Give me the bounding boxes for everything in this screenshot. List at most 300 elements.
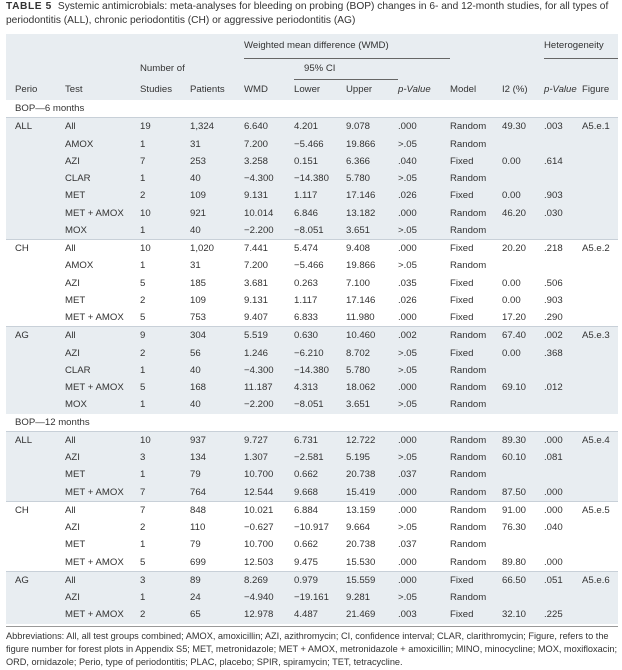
table-caption	[6, 0, 618, 28]
table-row	[6, 484, 618, 502]
col-lower: Lower	[294, 84, 321, 95]
studies-cell: 1	[140, 589, 190, 606]
figure-cell	[582, 362, 618, 379]
wmd-cell: 9.407	[244, 309, 294, 327]
pvalue-cell: .000	[398, 571, 450, 589]
het-pvalue-cell	[544, 536, 582, 553]
upper-cell: 9.281	[346, 589, 398, 606]
het-pvalue-cell	[544, 257, 582, 274]
upper-cell: 15.530	[346, 554, 398, 572]
patients-cell: 110	[190, 519, 244, 536]
patients-cell: 40	[190, 362, 244, 379]
figure-cell: A5.e.1	[582, 118, 618, 136]
lower-cell: 9.668	[294, 484, 346, 502]
table-row	[6, 153, 618, 170]
patients-cell: 31	[190, 136, 244, 153]
het-pvalue-cell: .368	[544, 345, 582, 362]
het-pvalue-cell: .903	[544, 187, 582, 204]
figure-cell	[582, 449, 618, 466]
wmd-cell: 10.700	[244, 536, 294, 553]
test-cell: AZI	[62, 153, 140, 170]
lower-cell: 6.846	[294, 205, 346, 222]
perio-cell	[6, 309, 62, 327]
wmd-group-header: Weighted mean difference (WMD)	[244, 34, 450, 59]
het-pvalue-cell: .218	[544, 240, 582, 258]
i2-cell: 46.20	[502, 205, 544, 222]
test-cell: AZI	[62, 519, 140, 536]
figure-cell	[582, 484, 618, 502]
model-cell: Random	[450, 205, 502, 222]
i2-cell: 89.30	[502, 431, 544, 449]
i2-cell: 87.50	[502, 484, 544, 502]
table-row	[6, 118, 618, 136]
wmd-cell: 9.131	[244, 187, 294, 204]
figure-cell	[582, 187, 618, 204]
patients-cell: 699	[190, 554, 244, 572]
lower-cell: −2.581	[294, 449, 346, 466]
pvalue-cell: >.05	[398, 362, 450, 379]
i2-cell	[502, 466, 544, 483]
pvalue-cell: >.05	[398, 170, 450, 187]
upper-cell: 15.419	[346, 484, 398, 502]
perio-cell: ALL	[6, 431, 62, 449]
model-cell: Random	[450, 118, 502, 136]
figure-cell: A5.e.5	[582, 501, 618, 519]
ci-header: 95% CI	[294, 59, 398, 80]
model-cell: Fixed	[450, 187, 502, 204]
i2-cell: 0.00	[502, 187, 544, 204]
table-row	[6, 396, 618, 413]
upper-cell: 10.460	[346, 327, 398, 345]
lower-cell: −14.380	[294, 362, 346, 379]
figure-cell	[582, 554, 618, 572]
lower-cell: 4.313	[294, 379, 346, 396]
het-pvalue-cell: .000	[544, 431, 582, 449]
perio-cell	[6, 589, 62, 606]
patients-cell: 40	[190, 396, 244, 413]
i2-cell: 69.10	[502, 379, 544, 396]
pvalue-cell: .037	[398, 536, 450, 553]
lower-cell: 6.731	[294, 431, 346, 449]
col-perio: Perio	[15, 83, 38, 95]
test-cell: All	[62, 240, 140, 258]
upper-cell: 17.146	[346, 187, 398, 204]
i2-cell: 89.80	[502, 554, 544, 572]
col-test: Test	[65, 83, 83, 95]
model-cell: Fixed	[450, 240, 502, 258]
upper-cell: 5.195	[346, 449, 398, 466]
model-cell: Random	[450, 362, 502, 379]
model-cell: Fixed	[450, 345, 502, 362]
perio-cell	[6, 205, 62, 222]
figure-cell	[582, 589, 618, 606]
lower-cell: −10.917	[294, 519, 346, 536]
figure-cell: A5.e.3	[582, 327, 618, 345]
col-het-pvalue: p-Value	[544, 83, 577, 95]
wmd-cell: −2.200	[244, 396, 294, 413]
studies-cell: 10	[140, 431, 190, 449]
model-cell: Random	[450, 449, 502, 466]
studies-cell: 2	[140, 519, 190, 536]
test-cell: AZI	[62, 345, 140, 362]
wmd-cell: 1.246	[244, 345, 294, 362]
pvalue-cell: .000	[398, 309, 450, 327]
wmd-cell: −4.300	[244, 362, 294, 379]
i2-cell: 32.10	[502, 606, 544, 623]
test-cell: All	[62, 501, 140, 519]
het-pvalue-cell: .081	[544, 449, 582, 466]
upper-cell: 18.062	[346, 379, 398, 396]
figure-cell	[582, 205, 618, 222]
table-row	[6, 275, 618, 292]
col-pvalue: p-Value	[398, 83, 431, 95]
upper-cell: 11.980	[346, 309, 398, 327]
model-cell: Random	[450, 170, 502, 187]
patients-cell: 79	[190, 466, 244, 483]
test-cell: MET + AMOX	[62, 379, 140, 396]
pvalue-cell: >.05	[398, 257, 450, 274]
patients-cell: 40	[190, 170, 244, 187]
studies-cell: 10	[140, 240, 190, 258]
lower-cell: 6.833	[294, 309, 346, 327]
upper-cell: 20.738	[346, 466, 398, 483]
perio-cell	[6, 257, 62, 274]
wmd-cell: 3.681	[244, 275, 294, 292]
figure-cell	[582, 275, 618, 292]
wmd-cell: −2.200	[244, 222, 294, 240]
perio-cell: CH	[6, 240, 62, 258]
studies-cell: 19	[140, 118, 190, 136]
studies-cell: 1	[140, 396, 190, 413]
upper-cell: 13.182	[346, 205, 398, 222]
figure-cell	[582, 222, 618, 240]
i2-cell	[502, 362, 544, 379]
table-row	[6, 554, 618, 572]
perio-cell	[6, 554, 62, 572]
test-cell: AZI	[62, 449, 140, 466]
i2-cell: 67.40	[502, 327, 544, 345]
test-cell: MET	[62, 536, 140, 553]
het-pvalue-cell: .614	[544, 153, 582, 170]
pvalue-cell: .002	[398, 327, 450, 345]
test-cell: MET + AMOX	[62, 205, 140, 222]
het-pvalue-cell	[544, 362, 582, 379]
patients-cell: 848	[190, 501, 244, 519]
model-cell: Random	[450, 554, 502, 572]
patients-cell: 56	[190, 345, 244, 362]
model-cell: Fixed	[450, 275, 502, 292]
wmd-cell: 3.258	[244, 153, 294, 170]
i2-cell	[502, 396, 544, 413]
test-cell: AZI	[62, 275, 140, 292]
pvalue-cell: .035	[398, 275, 450, 292]
table-row	[6, 309, 618, 327]
col-model: Model	[450, 83, 477, 95]
pvalue-cell: .026	[398, 292, 450, 309]
studies-cell: 7	[140, 501, 190, 519]
patients-cell: 1,020	[190, 240, 244, 258]
studies-cell: 9	[140, 327, 190, 345]
test-cell: MOX	[62, 396, 140, 413]
model-cell: Random	[450, 484, 502, 502]
model-cell: Random	[450, 379, 502, 396]
model-cell: Random	[450, 536, 502, 553]
het-pvalue-cell: .000	[544, 484, 582, 502]
upper-cell: 6.366	[346, 153, 398, 170]
table-row	[6, 205, 618, 222]
wmd-cell: 7.441	[244, 240, 294, 258]
figure-cell	[582, 519, 618, 536]
het-pvalue-cell: .012	[544, 379, 582, 396]
upper-cell: 19.866	[346, 136, 398, 153]
col-i2: I2 (%)	[502, 83, 528, 95]
pvalue-cell: .000	[398, 431, 450, 449]
figure-cell	[582, 536, 618, 553]
number-of-header: Number of	[140, 63, 185, 74]
wmd-cell: −4.940	[244, 589, 294, 606]
het-pvalue-cell	[544, 589, 582, 606]
het-pvalue-cell	[544, 466, 582, 483]
test-cell: AMOX	[62, 257, 140, 274]
wmd-cell: 7.200	[244, 136, 294, 153]
i2-cell: 91.00	[502, 501, 544, 519]
studies-cell: 10	[140, 205, 190, 222]
studies-cell: 5	[140, 379, 190, 396]
pvalue-cell: >.05	[398, 396, 450, 413]
lower-cell: −19.161	[294, 589, 346, 606]
upper-cell: 8.702	[346, 345, 398, 362]
figure-cell	[582, 466, 618, 483]
table-row	[6, 362, 618, 379]
table-row	[6, 466, 618, 483]
lower-cell: −5.466	[294, 136, 346, 153]
figure-cell	[582, 606, 618, 623]
model-cell: Random	[450, 431, 502, 449]
col-figure: Figure	[582, 83, 610, 95]
upper-cell: 9.408	[346, 240, 398, 258]
studies-cell: 1	[140, 170, 190, 187]
patients-cell: 89	[190, 571, 244, 589]
col-upper: Upper	[346, 84, 373, 95]
pvalue-cell: .000	[398, 379, 450, 396]
perio-cell	[6, 449, 62, 466]
figure-cell	[582, 170, 618, 187]
upper-cell: 20.738	[346, 536, 398, 553]
perio-cell	[6, 292, 62, 309]
lower-cell: 5.474	[294, 240, 346, 258]
pvalue-cell: .000	[398, 240, 450, 258]
pvalue-cell: >.05	[398, 136, 450, 153]
lower-cell: −5.466	[294, 257, 346, 274]
pvalue-cell: >.05	[398, 449, 450, 466]
test-cell: All	[62, 571, 140, 589]
wmd-cell: 6.640	[244, 118, 294, 136]
patients-cell: 109	[190, 187, 244, 204]
studies-cell: 3	[140, 571, 190, 589]
lower-cell: −6.210	[294, 345, 346, 362]
test-cell: MET + AMOX	[62, 484, 140, 502]
test-cell: AMOX	[62, 136, 140, 153]
wmd-cell: 10.021	[244, 501, 294, 519]
pvalue-cell: .003	[398, 606, 450, 623]
studies-cell: 2	[140, 606, 190, 623]
table-row	[6, 292, 618, 309]
wmd-cell: 10.700	[244, 466, 294, 483]
i2-cell: 49.30	[502, 118, 544, 136]
patients-cell: 921	[190, 205, 244, 222]
wmd-cell: 12.978	[244, 606, 294, 623]
figure-cell	[582, 257, 618, 274]
table-row	[6, 449, 618, 466]
studies-cell: 3	[140, 449, 190, 466]
perio-cell: AG	[6, 327, 62, 345]
patients-cell: 764	[190, 484, 244, 502]
het-pvalue-cell: .003	[544, 118, 582, 136]
pvalue-cell: >.05	[398, 222, 450, 240]
lower-cell: 4.487	[294, 606, 346, 623]
patients-cell: 185	[190, 275, 244, 292]
figure-cell	[582, 345, 618, 362]
table-row	[6, 257, 618, 274]
test-cell: MET + AMOX	[62, 554, 140, 572]
figure-cell	[582, 153, 618, 170]
model-cell: Fixed	[450, 309, 502, 327]
het-pvalue-cell: .002	[544, 327, 582, 345]
studies-cell: 5	[140, 309, 190, 327]
wmd-cell: 7.200	[244, 257, 294, 274]
studies-cell: 1	[140, 536, 190, 553]
lower-cell: 0.630	[294, 327, 346, 345]
pvalue-cell: .000	[398, 205, 450, 222]
lower-cell: 1.117	[294, 187, 346, 204]
table-body	[6, 100, 618, 624]
pvalue-cell: .000	[398, 484, 450, 502]
studies-cell: 7	[140, 484, 190, 502]
wmd-cell: 11.187	[244, 379, 294, 396]
model-cell: Random	[450, 222, 502, 240]
lower-cell: 0.979	[294, 571, 346, 589]
table-row	[6, 589, 618, 606]
table-row	[6, 170, 618, 187]
studies-cell: 5	[140, 275, 190, 292]
studies-cell: 1	[140, 222, 190, 240]
het-pvalue-cell	[544, 136, 582, 153]
wmd-cell: 9.131	[244, 292, 294, 309]
i2-cell	[502, 536, 544, 553]
patients-cell: 79	[190, 536, 244, 553]
het-pvalue-cell: .040	[544, 519, 582, 536]
table-row	[6, 345, 618, 362]
upper-cell: 7.100	[346, 275, 398, 292]
table-number: TABLE 5	[6, 1, 52, 12]
patients-cell: 134	[190, 449, 244, 466]
lower-cell: 1.117	[294, 292, 346, 309]
het-pvalue-cell: .290	[544, 309, 582, 327]
pvalue-cell: .026	[398, 187, 450, 204]
upper-cell: 19.866	[346, 257, 398, 274]
figure-cell	[582, 379, 618, 396]
table-row	[6, 240, 618, 258]
wmd-cell: 12.544	[244, 484, 294, 502]
section-header-row	[6, 100, 618, 118]
table-row	[6, 327, 618, 345]
heterogeneity-group-header: Heterogeneity	[544, 34, 618, 59]
perio-cell	[6, 136, 62, 153]
model-cell: Fixed	[450, 292, 502, 309]
test-cell: MET	[62, 292, 140, 309]
test-cell: MOX	[62, 222, 140, 240]
perio-cell	[6, 396, 62, 413]
upper-cell: 5.780	[346, 362, 398, 379]
table-row	[6, 379, 618, 396]
studies-cell: 1	[140, 136, 190, 153]
test-cell: MET	[62, 466, 140, 483]
figure-cell: A5.e.4	[582, 431, 618, 449]
table-title: Systemic antimicrobials: meta-analyses for bleeding on probing (BOP) changes in 6- and 12-month studies, for all types of periodontitis (ALL), chronic periodontitis (CH) or aggressive periodontitis (AG)	[6, 1, 609, 26]
studies-cell: 2	[140, 187, 190, 204]
table-row	[6, 606, 618, 623]
studies-cell: 1	[140, 466, 190, 483]
figure-cell	[582, 136, 618, 153]
perio-cell	[6, 536, 62, 553]
i2-cell: 0.00	[502, 292, 544, 309]
test-cell: AZI	[62, 589, 140, 606]
test-cell: All	[62, 327, 140, 345]
upper-cell: 9.664	[346, 519, 398, 536]
i2-cell	[502, 170, 544, 187]
lower-cell: −8.051	[294, 222, 346, 240]
patients-cell: 109	[190, 292, 244, 309]
lower-cell: 0.662	[294, 536, 346, 553]
section-title: BOP—12 months	[6, 414, 618, 432]
perio-cell: CH	[6, 501, 62, 519]
table-row	[6, 571, 618, 589]
wmd-cell: 12.503	[244, 554, 294, 572]
patients-cell: 1,324	[190, 118, 244, 136]
upper-cell: 12.722	[346, 431, 398, 449]
i2-cell: 60.10	[502, 449, 544, 466]
i2-cell: 66.50	[502, 571, 544, 589]
lower-cell: 0.263	[294, 275, 346, 292]
section-title: BOP—6 months	[6, 100, 618, 118]
i2-cell	[502, 257, 544, 274]
perio-cell	[6, 519, 62, 536]
table-header	[6, 34, 618, 100]
het-pvalue-cell: .225	[544, 606, 582, 623]
table-row	[6, 136, 618, 153]
wmd-cell: 5.519	[244, 327, 294, 345]
pvalue-cell: .040	[398, 153, 450, 170]
upper-cell: 13.159	[346, 501, 398, 519]
patients-cell: 253	[190, 153, 244, 170]
model-cell: Fixed	[450, 153, 502, 170]
model-cell: Random	[450, 589, 502, 606]
pvalue-cell: >.05	[398, 345, 450, 362]
lower-cell: 4.201	[294, 118, 346, 136]
perio-cell	[6, 484, 62, 502]
model-cell: Fixed	[450, 606, 502, 623]
table-row	[6, 431, 618, 449]
perio-cell	[6, 222, 62, 240]
studies-cell: 5	[140, 554, 190, 572]
test-cell: MET + AMOX	[62, 309, 140, 327]
model-cell: Random	[450, 136, 502, 153]
i2-cell	[502, 222, 544, 240]
het-pvalue-cell: .051	[544, 571, 582, 589]
het-pvalue-cell	[544, 170, 582, 187]
wmd-cell: 1.307	[244, 449, 294, 466]
perio-cell	[6, 606, 62, 623]
